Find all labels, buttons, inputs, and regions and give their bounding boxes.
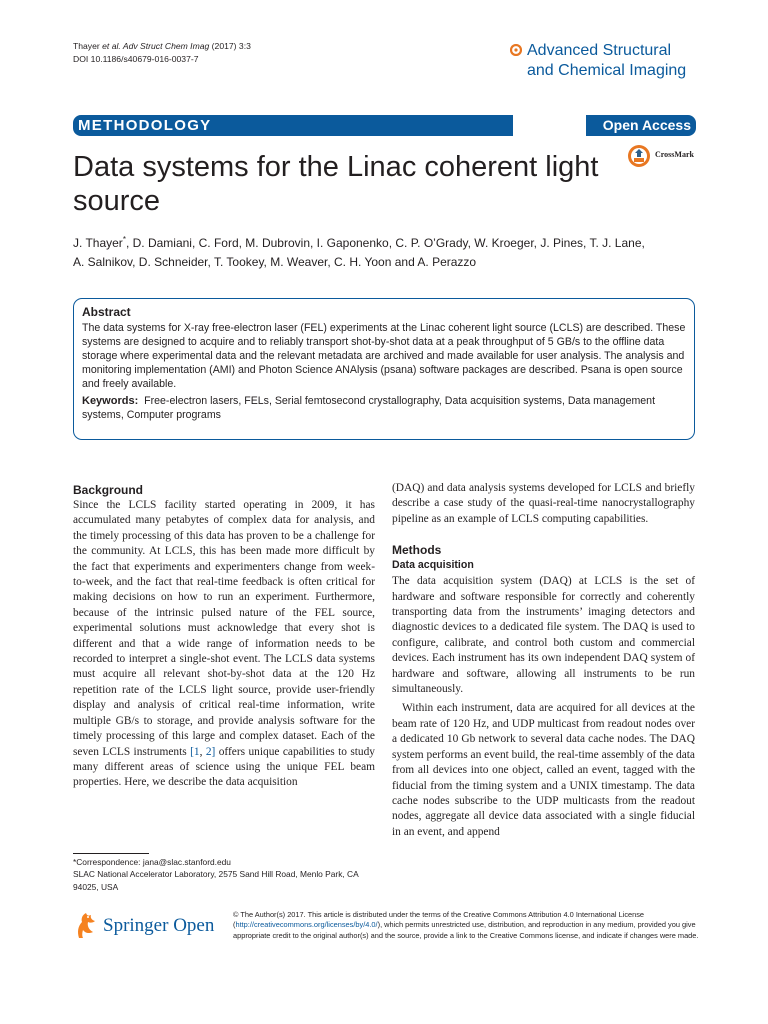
author-list (73, 231, 703, 271)
citation-block (73, 40, 251, 65)
crossmark-button[interactable] (627, 143, 707, 169)
body-right-column (392, 481, 695, 840)
daq-heading: Data acquisition (392, 559, 474, 572)
background-paragraph (73, 498, 375, 791)
keywords-text: Free-electron lasers, FELs, Serial femtosecond crystallography, Data acquisition systems, Data management systems, Computer programs (82, 395, 656, 421)
doi[interactable]: DOI 10.1186/s40679-016-0037-7 (73, 53, 199, 64)
citation-line (73, 40, 251, 53)
springer-open-logo[interactable] (73, 908, 233, 944)
license-link[interactable]: http://creativecommons.org/licenses/by/4.0/ (235, 920, 378, 930)
daq-paragraph-1: The data acquisition system (DAQ) at LCLS is the set of hardware and software responsible for correctly and coherently transporting data from the instruments’ imaging detectors and diagnostic devices to a dedicated file system. The DAQ is used to configure, calibrate, and control both custom and commercial devices. Each instrument has its own independent DAQ system of hardware and software, allowing all instruments to be run simultaneously. (392, 575, 695, 696)
crossmark-label: CrossMark (655, 150, 694, 159)
citation-journal: et al. Adv Struct Chem Imag (102, 41, 210, 51)
keywords-label: Keywords: (82, 395, 139, 407)
correspondence-footnote (73, 856, 373, 893)
springer-horse-icon (73, 910, 99, 940)
article-title: Data systems for the Linac coherent light source (73, 151, 599, 217)
daq-paragraph-2: Within each instrument, data are acquired for all devices at the beam rate of 120 Hz, and UDP multicast from readout nodes over a dedicated 10 Gb network to several data cache nodes. The DAQ system performs an event build, the real-time assembly of the data from all devices into one object, called an event, tagged with the fiducial from the timing system and a UNIX timestamp. The data cache nodes subscribe to the UDP multicasts from the readout nodes, aggregate all device data associated with a single fiducial in an event, and append (392, 702, 695, 838)
article-type-banner (73, 115, 696, 136)
reference-link-2[interactable]: 2 (205, 745, 212, 758)
keywords (82, 394, 686, 422)
reference-link-1[interactable]: 1 (193, 745, 200, 758)
background-text-b: offers unique capabilities to study many different areas of science using the unique FEL beam properties. Here, we describe the data acquisition (73, 745, 376, 789)
correspondence-email[interactable]: *Correspondence: jana@slac.stanford.edu (73, 857, 231, 867)
background-heading: Background (73, 483, 144, 497)
background-text-a: Since the LCLS facility started operating in 2009, it has accumulated many petabytes of complex data for analysis, and the timely processing of this data has proven to be a challenge for the community. At LCLS, this has been made more difficult by the fact that experiments and experimenters change from week-to-week, and the fact that real-time feedback is often critical for making decisions on how to run an experiment. Furthermore, because of the intrinsic pulsed nature of the FEL source, experimental solutions must acknowledge that every shot is different and that a wide range of information needs to be recorded to interpret a single-shot event. The LCLS data systems must acquire all relevant shot-by-shot data at the 120 Hz repetition rate of the LCLS light source, provide user-friendly display and analysis of critical real-time information, write multiple GB/s to storage, and provide analysis software for the timely processing of this large and complex dataset. Each of the seven LCLS instruments (73, 499, 375, 758)
footnote-divider (73, 853, 149, 854)
journal-name-line1: Advanced Structural (527, 42, 672, 59)
open-access-badge[interactable]: Open Access (586, 115, 696, 136)
intro-continuation: (DAQ) and data analysis systems developed for LCLS and briefly describe a case study of the quasi-real-time nanocrystallography pipeline as an example of LCLS computing capabilities. (392, 482, 695, 525)
publisher-springer: Springer (103, 915, 169, 936)
author-line2: A. Salnikov, D. Schneider, T. Tookey, M. Weaver, C. H. Yoon and A. Perazzo (73, 254, 477, 269)
citation-authors: Thayer (73, 41, 103, 51)
corresponding-mark: * (122, 235, 126, 244)
author-rest: , D. Damiani, C. Ford, M. Dubrovin, I. Gaponenko, C. P. O’Grady, W. Kroeger, J. Pines, T. J. Lane, (125, 236, 645, 250)
abstract-text: The data systems for X-ray free-electron laser (FEL) experiments at the Linac coherent light source (LCLS) are described. These systems are designed to acquire and to reliably transport shot-by-shot data at a peak throughput of 5 GB/s to the offline data storage where experimental data and the relevant metadata are archived and made available for user analysis. The analysis and monitoring implementation (AMI) and Photon Science ANAlysis (psana) software packages are described. Psana is open source and freely available. (82, 322, 686, 390)
abstract-heading: Abstract (82, 305, 131, 319)
ref-open: [ (190, 745, 194, 758)
abstract-box (73, 298, 695, 440)
ref-separator: , (199, 745, 206, 758)
article-type-label: METHODOLOGY (73, 115, 513, 136)
citation-year: (2017) 3:3 (209, 41, 251, 51)
journal-logo-icon (510, 44, 522, 56)
author-first[interactable]: J. Thayer (73, 236, 123, 250)
journal-name-line2: and Chemical Imaging (527, 62, 687, 79)
publisher-open: Open (173, 915, 215, 936)
publisher-name (103, 915, 214, 937)
journal-name (527, 41, 686, 81)
spacer (392, 527, 695, 534)
license-part1: © The Author(s) 2017. This article is distributed under the terms of the Creative Commons Attribution 4.0 International License ( (233, 910, 645, 930)
methods-heading: Methods (392, 543, 442, 558)
ref-close: ] (211, 745, 216, 758)
license-text (233, 910, 701, 941)
license-part2: ), which permits unrestricted use, distribution, and reproduction in any medium, provided you give appropriate credit to the original author(s) and the source, provide a link to the Creative Commons license, and indicate if changes were made. (233, 920, 699, 940)
affiliation: SLAC National Accelerator Laboratory, 2575 Sand Hill Road, Menlo Park, CA 94025, USA (73, 869, 359, 892)
body-left-column (73, 482, 375, 791)
